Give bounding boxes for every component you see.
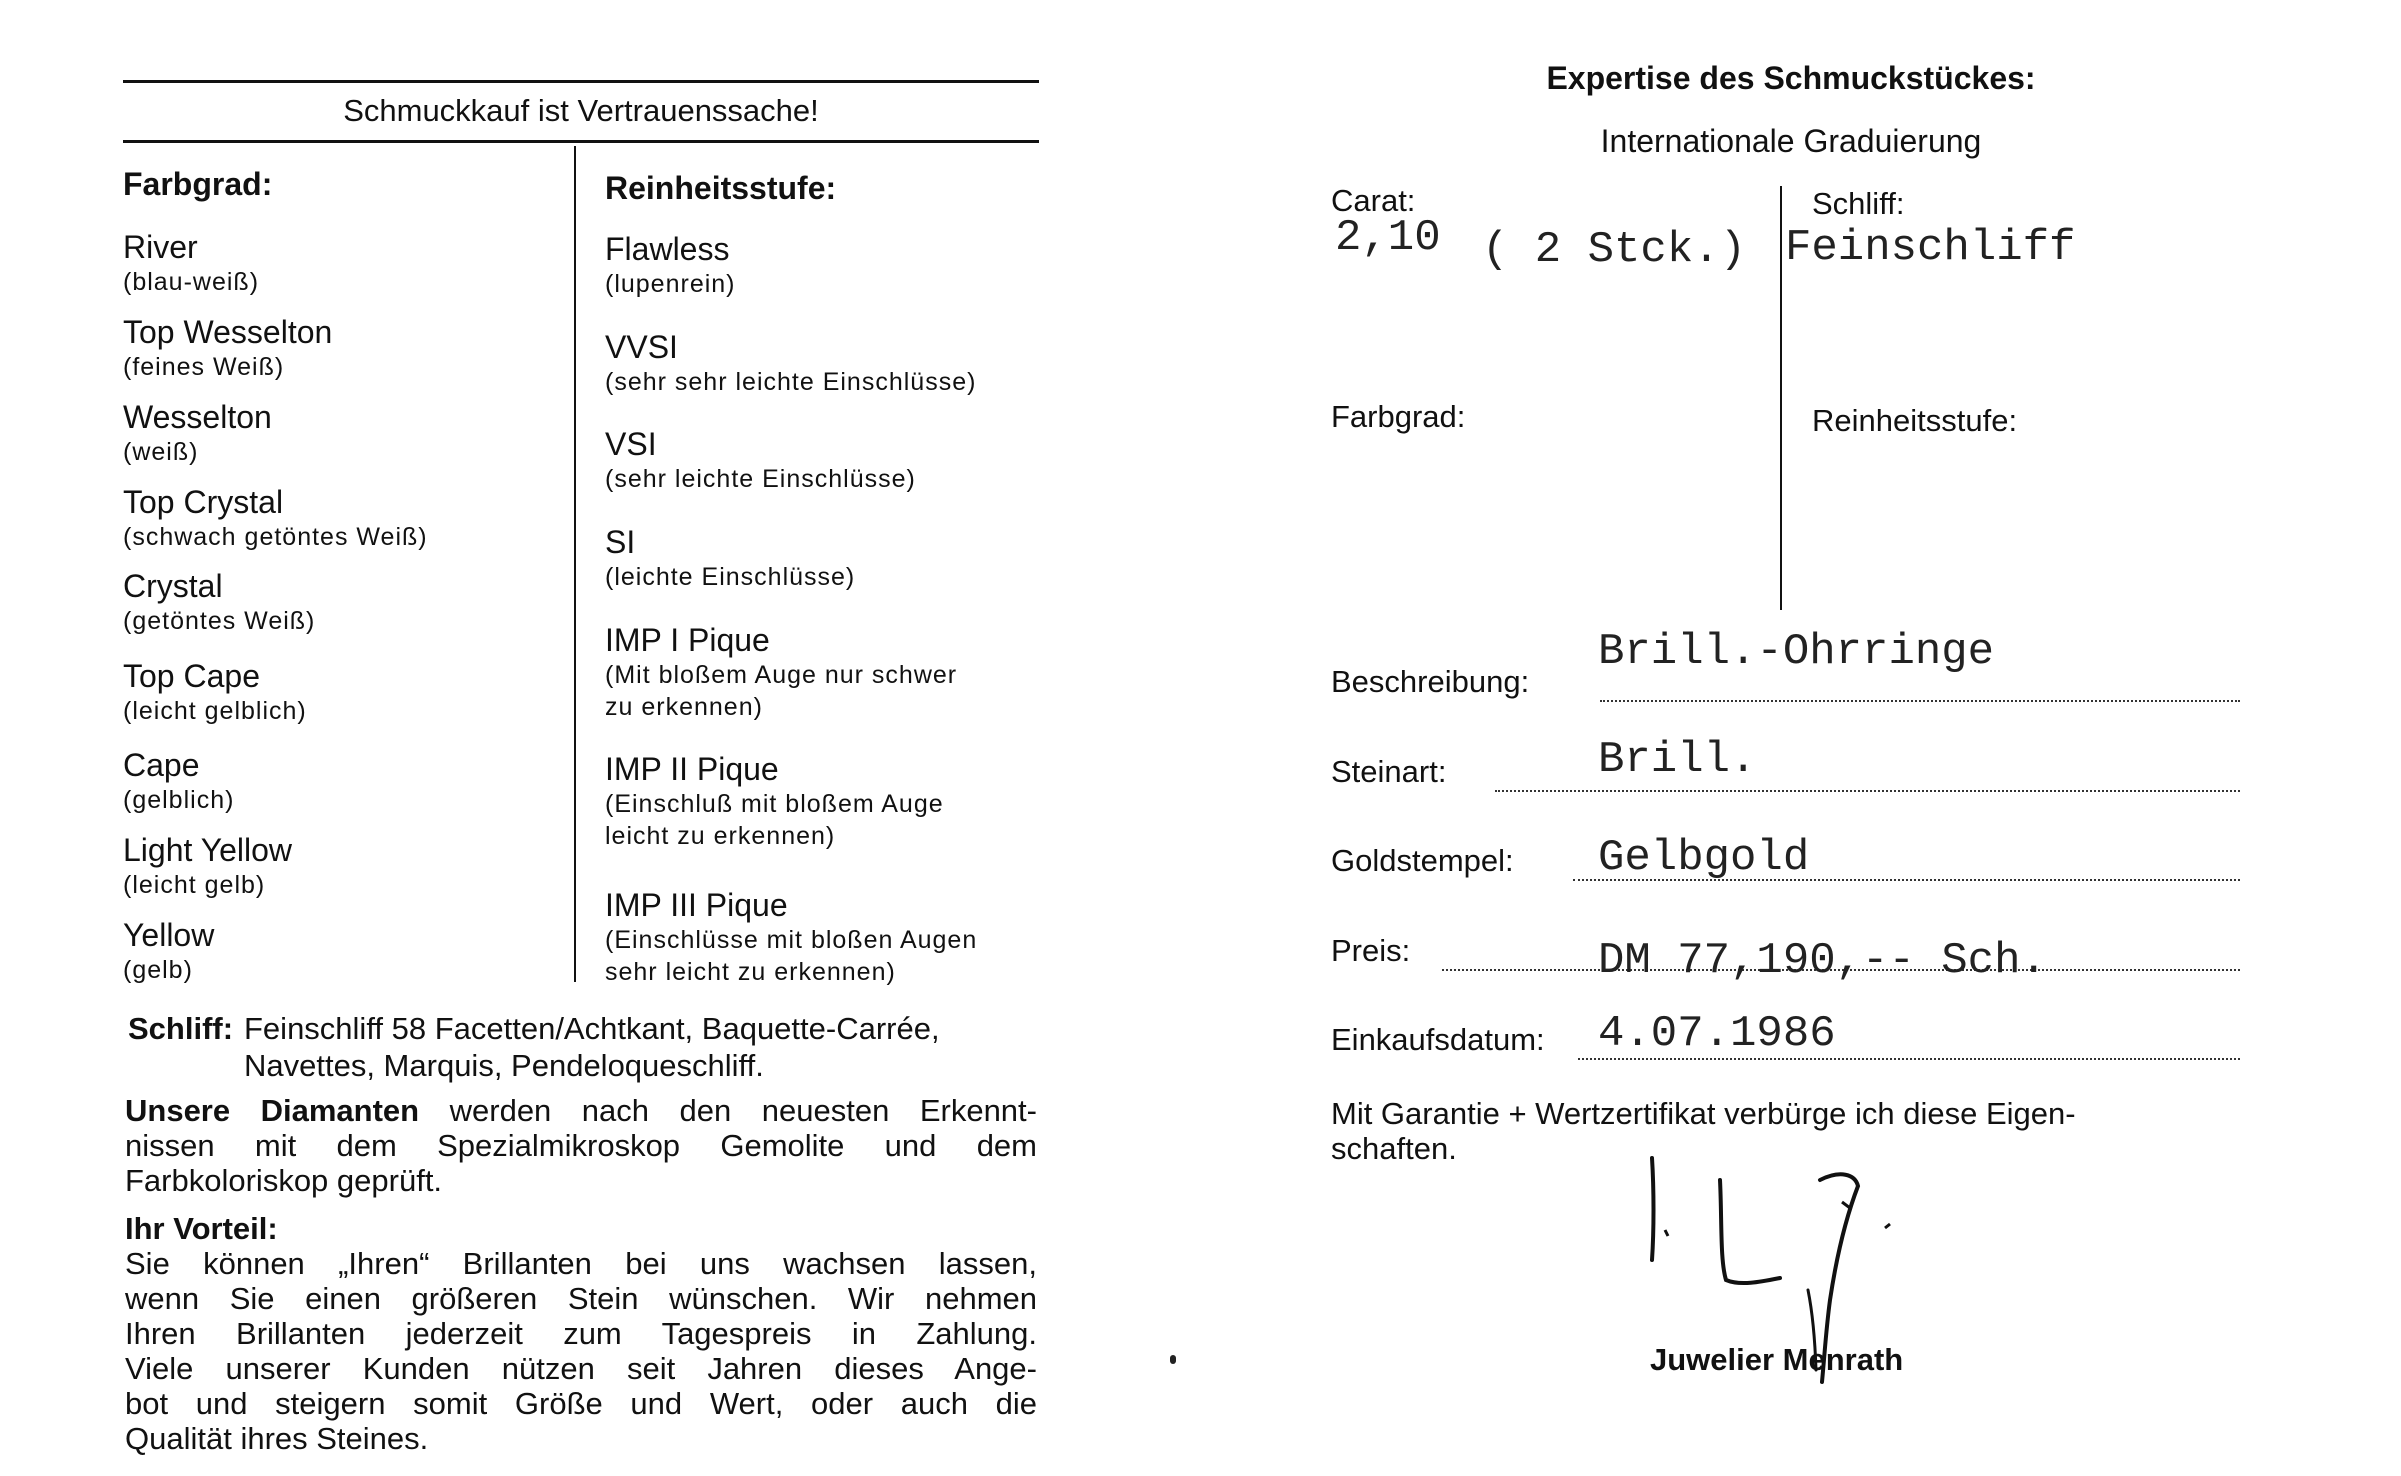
vorteil-line: Ihren Brillanten jederzeit zum Tagespreis in Zahlung.: [125, 1316, 1037, 1351]
preis-label: Preis:: [1331, 933, 1411, 968]
farbgrad-heading: Farbgrad:: [123, 166, 273, 202]
reinheit-desc: (Mit bloßem Auge nur schwer: [605, 661, 958, 689]
vorteil-line: bot und steigern somit Größe und Wert, oder auch die: [125, 1386, 1037, 1421]
reinheit-desc: (sehr sehr leichte Einschlüsse): [605, 368, 977, 396]
steinart-line: [1495, 790, 2240, 792]
einkaufsdatum-label: Einkaufsdatum:: [1331, 1022, 1545, 1057]
farbgrad-field-label: Farbgrad:: [1331, 399, 1466, 434]
header-rule: [123, 140, 1039, 143]
jeweler-name: Juwelier Menrath: [1650, 1342, 1904, 1377]
farbgrad-name: River: [123, 229, 198, 265]
farbgrad-desc: (gelblich): [123, 786, 235, 814]
farbgrad-desc: (leicht gelb): [123, 871, 266, 899]
reinheit-desc: zu erkennen): [605, 693, 763, 721]
reinheit-name: SI: [605, 524, 636, 560]
column-divider: [574, 146, 576, 982]
farbgrad-name: Crystal: [123, 568, 223, 604]
steinart-label: Steinart:: [1331, 754, 1447, 789]
vorteil-paragraph: [125, 1246, 1037, 1456]
farbgrad-desc: (gelb): [123, 956, 193, 984]
reinheit-name: VSI: [605, 426, 657, 462]
schliff-field-label: Schliff:: [1812, 186, 1905, 221]
diamanten-text: werden nach den neuesten Erkennt-: [449, 1093, 1037, 1128]
reinheit-field-label: Reinheitsstufe:: [1812, 403, 2018, 438]
reinheit-heading: Reinheitsstufe:: [605, 170, 837, 206]
farbgrad-desc: (feines Weiß): [123, 353, 285, 381]
left-header: Schmuckkauf ist Vertrauenssache!: [343, 93, 819, 128]
beschreibung-line: [1600, 700, 2240, 702]
schliff-label: Schliff:: [128, 1011, 234, 1046]
goldstempel-value: Gelbgold: [1598, 833, 1810, 883]
farbgrad-name: Wesselton: [123, 399, 272, 435]
expertise-subtitle: Internationale Graduierung: [1600, 123, 1982, 159]
reinheit-name: IMP II Pique: [605, 751, 779, 787]
reinheit-desc: sehr leicht zu erkennen): [605, 958, 896, 986]
schliff-line: Navettes, Marquis, Pendeloqueschliff.: [244, 1048, 764, 1083]
farbgrad-name: Light Yellow: [123, 832, 293, 868]
reinheit-name: Flawless: [605, 231, 730, 267]
top-rule: [123, 80, 1039, 83]
beschreibung-value: Brill.-Ohrringe: [1598, 627, 1995, 677]
reinheit-desc: leicht zu erkennen): [605, 822, 836, 850]
preis-value: DM 77,190,-- Sch.: [1598, 936, 2047, 986]
diamanten-bold: Unsere Diamanten: [125, 1093, 420, 1128]
schliff-field-value: Feinschliff: [1785, 223, 2076, 273]
guarantee-line: Mit Garantie + Wertzertifikat verbürge ich diese Eigen-: [1331, 1096, 2076, 1131]
reinheit-desc: (sehr leichte Einschlüsse): [605, 465, 916, 493]
beschreibung-label: Beschreibung:: [1331, 664, 1530, 699]
reinheit-desc: (Einschluß mit bloßem Auge: [605, 790, 944, 818]
fold-mark: [1170, 1355, 1176, 1364]
carat-value: 2,10: [1335, 213, 1441, 263]
farbgrad-desc: (weiß): [123, 438, 199, 466]
vorteil-line: Sie können „Ihren“ Brillanten bei uns wachsen lassen,: [125, 1246, 1037, 1281]
guarantee-line: schaften.: [1331, 1131, 1457, 1166]
reinheit-desc: (Einschlüsse mit bloßen Augen: [605, 926, 978, 954]
farbgrad-name: Cape: [123, 747, 200, 783]
vorteil-line: wenn Sie einen größeren Stein wünschen. Wir nehmen: [125, 1281, 1037, 1316]
goldstempel-label: Goldstempel:: [1331, 843, 1514, 878]
reinheit-name: IMP I Pique: [605, 622, 770, 658]
reinheit-name: VVSI: [605, 329, 678, 365]
einkaufsdatum-value: 4.07.1986: [1598, 1009, 1836, 1059]
carat-count: ( 2 Stck.): [1482, 225, 1747, 275]
diamanten-paragraph: [125, 1093, 1037, 1198]
schliff-line: Feinschliff 58 Facetten/Achtkant, Baquette-Carrée,: [244, 1011, 940, 1046]
farbgrad-name: Top Wesselton: [123, 314, 333, 350]
diamanten-text: nissen mit dem Spezialmikroskop Gemolite und dem: [125, 1128, 1037, 1163]
farbgrad-desc: (schwach getöntes Weiß): [123, 523, 428, 551]
farbgrad-name: Top Crystal: [123, 484, 284, 520]
vorteil-line: Viele unserer Kunden nützen seit Jahren dieses Ange-: [125, 1351, 1037, 1386]
farbgrad-desc: (blau-weiß): [123, 268, 260, 296]
farbgrad-desc: (getöntes Weiß): [123, 607, 316, 635]
reinheit-desc: (leichte Einschlüsse): [605, 563, 856, 591]
farbgrad-name: Yellow: [123, 917, 215, 953]
reinheit-name: IMP III Pique: [605, 887, 788, 923]
farbgrad-desc: (leicht gelblich): [123, 697, 307, 725]
vorteil-heading: Ihr Vorteil:: [125, 1211, 278, 1246]
reinheit-desc: (lupenrein): [605, 270, 736, 298]
farbgrad-name: Top Cape: [123, 658, 260, 694]
vorteil-line: Qualität ihres Steines.: [125, 1421, 429, 1456]
carat-label: Carat:: [1331, 183, 1416, 218]
diamanten-text: Farbkoloriskop geprüft.: [125, 1163, 443, 1198]
expertise-divider: [1780, 186, 1782, 610]
expertise-title: Expertise des Schmuckstückes:: [1546, 60, 2036, 96]
steinart-value: Brill.: [1598, 735, 1757, 785]
